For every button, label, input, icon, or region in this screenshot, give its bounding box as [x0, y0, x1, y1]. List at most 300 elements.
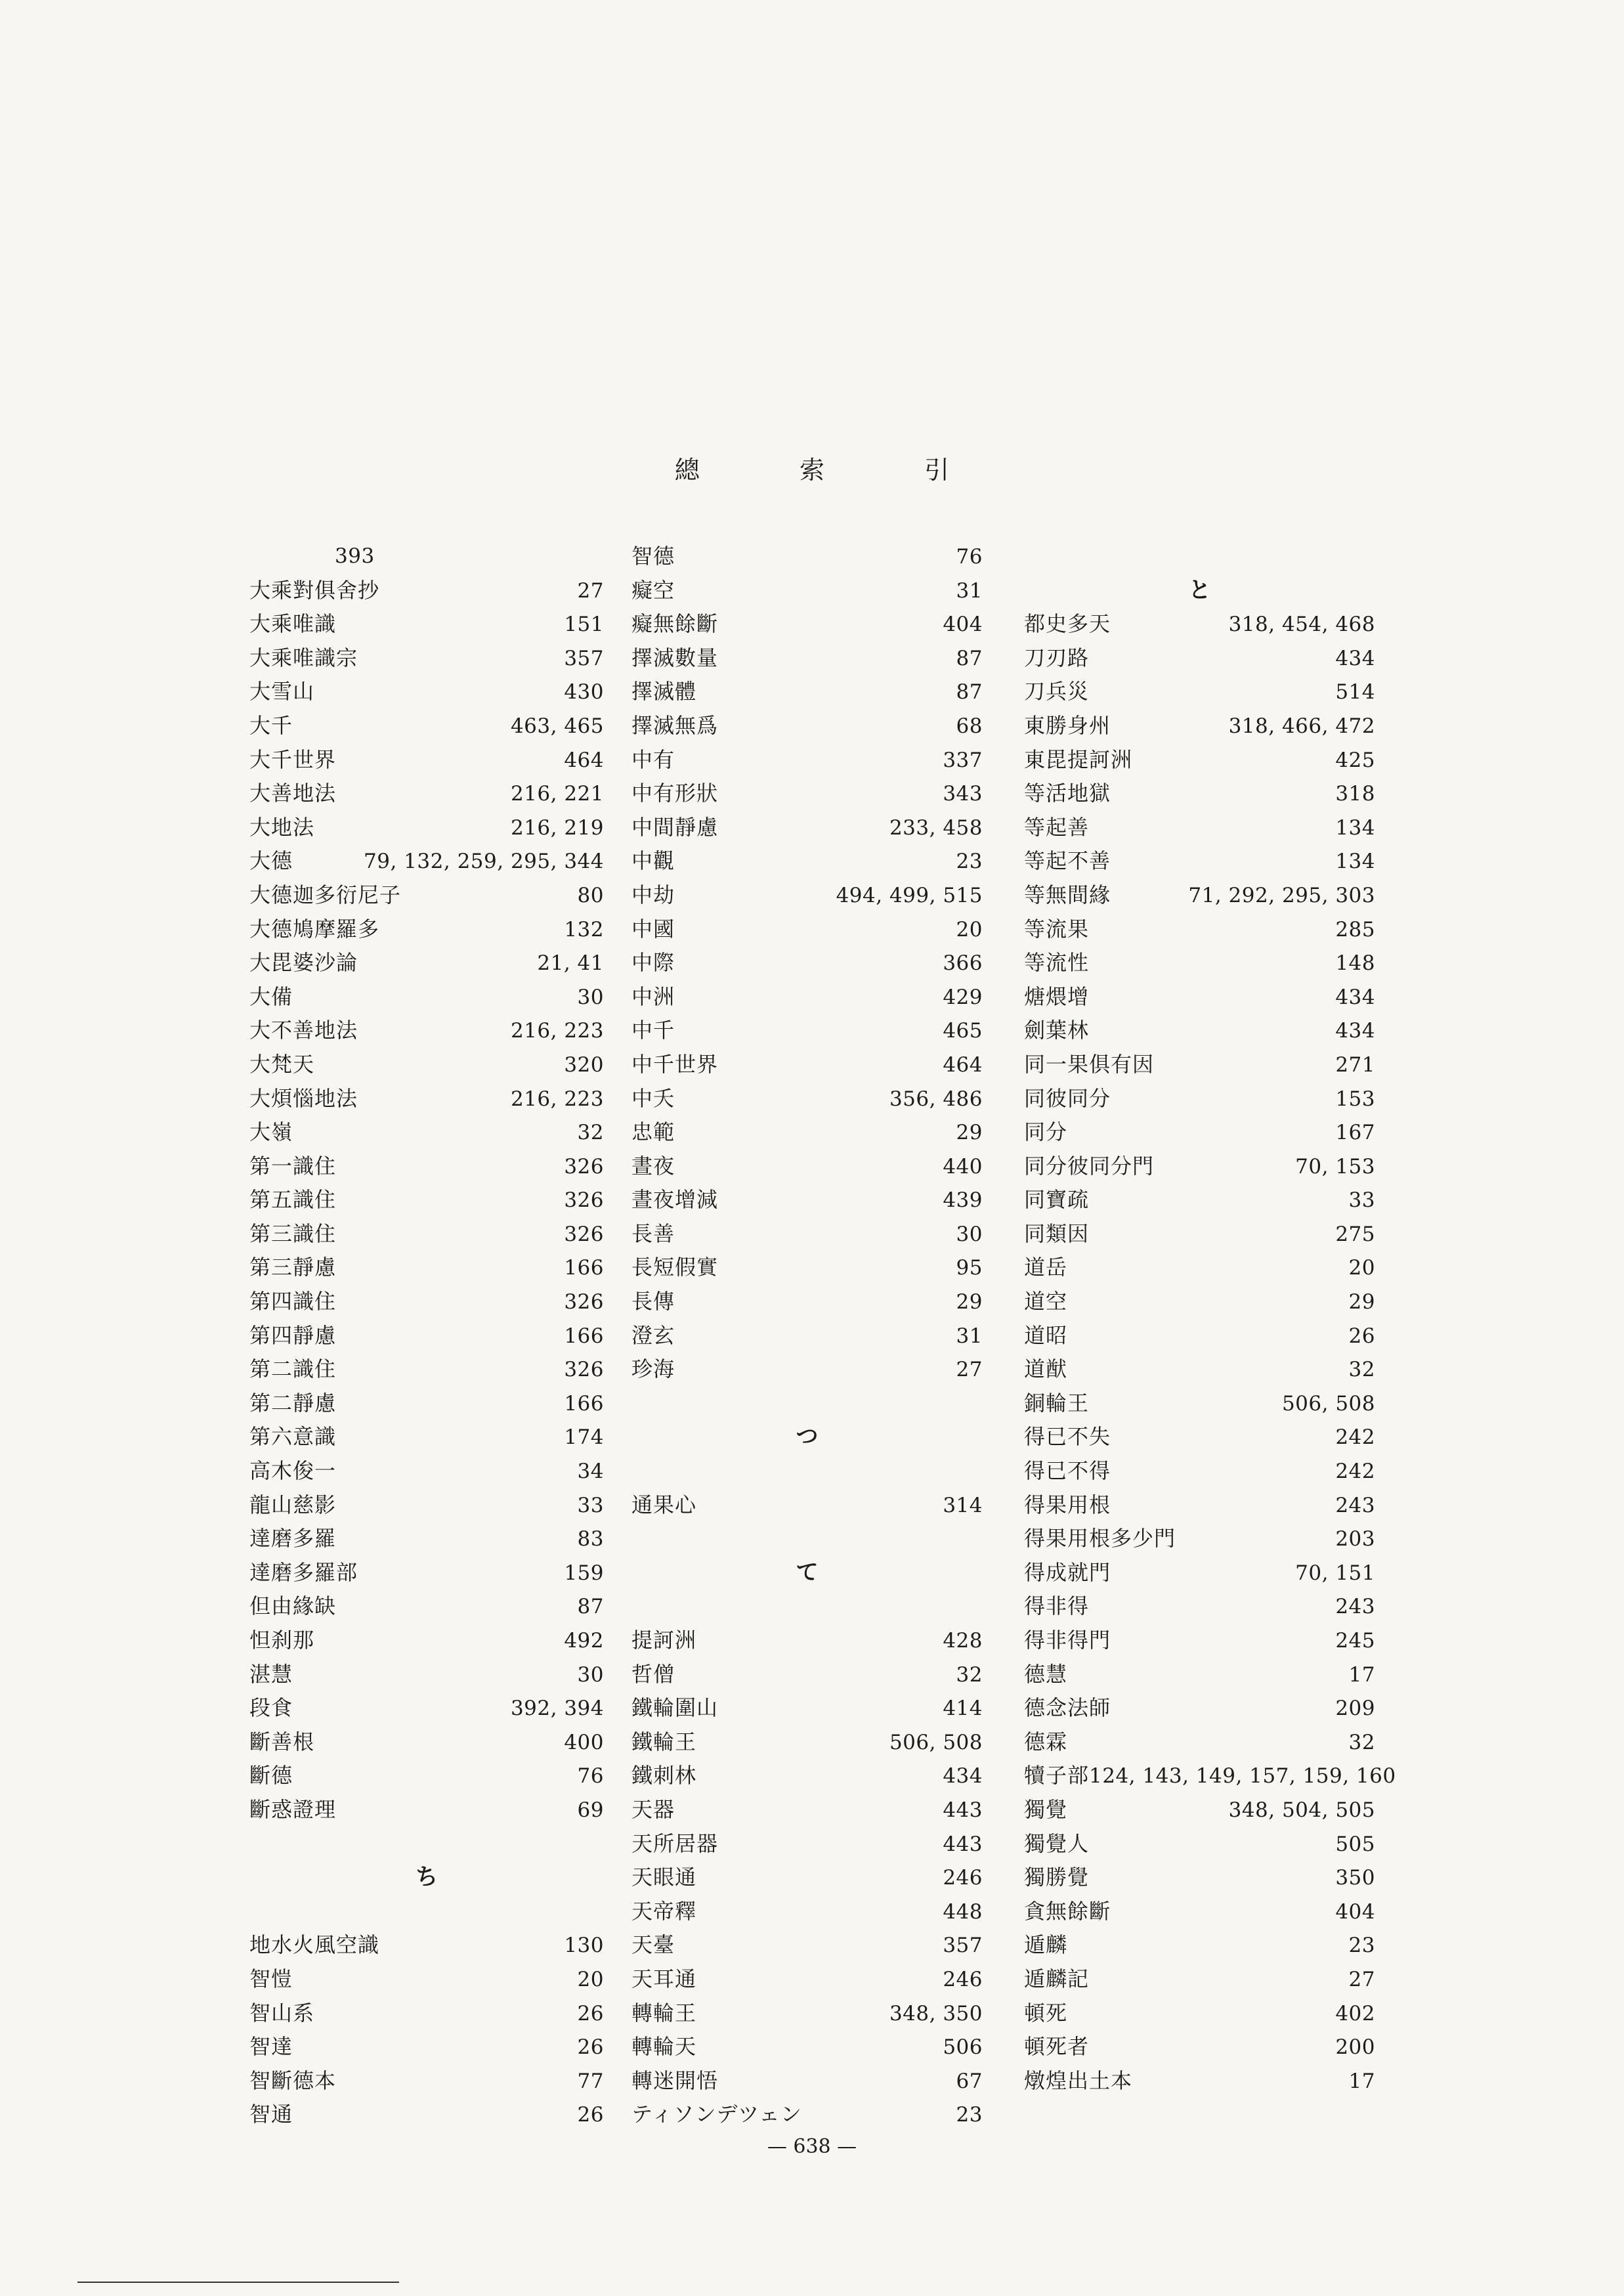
entry-pages: 153 — [1335, 1087, 1375, 1111]
index-entry — [1024, 1454, 1375, 1488]
entry-term: 大德 — [249, 848, 293, 874]
entry-term: 鐵輪圍山 — [631, 1695, 719, 1721]
entry-pages: 23 — [956, 2103, 983, 2127]
index-entry — [631, 1861, 983, 1895]
entry-pages: 200 — [1335, 2035, 1375, 2060]
entry-pages: 32 — [1348, 1358, 1375, 1382]
entry-pages: 26 — [577, 2035, 604, 2060]
entry-term: 第二靜慮 — [249, 1390, 337, 1416]
entry-term: 獨勝覺 — [1024, 1865, 1090, 1890]
entry-term: 轉迷開悟 — [631, 2068, 719, 2093]
entry-pages: 167 — [1335, 1121, 1375, 1145]
index-entry — [249, 878, 604, 913]
entry-pages: 23 — [956, 850, 983, 874]
entry-pages: 17 — [1348, 2069, 1375, 2093]
entry-term: 晝夜 — [631, 1153, 675, 1179]
entry-term: 等無間緣 — [1024, 882, 1111, 907]
index-entry — [249, 1997, 604, 2031]
entry-term: 提訶洲 — [631, 1628, 697, 1653]
index-entry — [1024, 607, 1375, 641]
entry-term: 等起不善 — [1024, 848, 1111, 874]
entry-pages: 130 — [564, 1934, 604, 1958]
entry-pages: 357 — [943, 1934, 983, 1958]
index-entry — [631, 1217, 983, 1251]
entry-term: 轉輪王 — [631, 2000, 697, 2025]
section-heading: つ — [796, 1423, 819, 1450]
entry-pages: 343 — [943, 782, 983, 806]
entry-pages: 134 — [1335, 815, 1375, 840]
index-entry — [249, 2064, 604, 2098]
index-entry — [1024, 844, 1375, 878]
index-entry — [1024, 777, 1375, 811]
entry-term: 天所居器 — [631, 1830, 719, 1856]
entry-pages: 87 — [956, 646, 983, 670]
entry-pages: 326 — [564, 1188, 604, 1213]
index-entry — [1024, 2030, 1375, 2064]
entry-term: 鐵刺林 — [631, 1763, 697, 1788]
entry-term: 達磨多羅部 — [249, 1559, 358, 1585]
index-entry — [1024, 980, 1375, 1014]
index-entry — [1024, 946, 1375, 980]
index-column-3 — [1024, 540, 1396, 2098]
index-entry — [1024, 1861, 1375, 1895]
index-entry — [1024, 1556, 1375, 1590]
entry-pages: 275 — [1335, 1222, 1375, 1246]
entry-term: 段食 — [249, 1695, 293, 1721]
index-entry — [631, 913, 983, 947]
index-entry — [1024, 1759, 1396, 1793]
entry-term: 長傳 — [631, 1289, 675, 1314]
entry-term: 大善地法 — [249, 781, 337, 806]
entry-term: 同分 — [1024, 1119, 1068, 1145]
entry-term: 但由緣缺 — [249, 1593, 337, 1619]
index-entry — [631, 1827, 983, 1861]
entry-term: 大德鳩摩羅多 — [249, 916, 380, 942]
entry-pages: 463, 465 — [510, 714, 604, 738]
index-entry — [249, 1150, 604, 1184]
index-entry — [631, 1353, 983, 1387]
entry-pages: 159 — [564, 1561, 604, 1585]
entry-term: 怛刹那 — [249, 1628, 315, 1653]
entry-pages: 434 — [1335, 985, 1375, 1009]
index-entry — [249, 1725, 604, 1760]
entry-term: 貪無餘斷 — [1024, 1898, 1111, 1924]
entry-term: 智愷 — [249, 1966, 293, 1991]
entry-pages: 166 — [564, 1391, 604, 1416]
index-entry — [631, 2064, 983, 2098]
entry-pages: 23 — [1348, 1934, 1375, 1958]
entry-pages: 17 — [1348, 1662, 1375, 1687]
spacer — [631, 1590, 983, 1624]
entry-term: 晝夜增減 — [631, 1187, 719, 1213]
entry-pages: 216, 221 — [510, 782, 604, 806]
index-entry — [631, 980, 983, 1014]
index-entry — [249, 1014, 604, 1048]
entry-pages: 505 — [1335, 1832, 1375, 1856]
entry-term: 中有 — [631, 747, 675, 772]
entry-term: 獨覺 — [1024, 1796, 1068, 1822]
index-entry — [631, 1658, 983, 1692]
entry-pages: 425 — [1335, 748, 1375, 772]
index-entry — [249, 1962, 604, 1997]
index-entry — [631, 1725, 983, 1760]
entry-term: 大乘唯識宗 — [249, 645, 358, 670]
entry-pages: 404 — [943, 613, 983, 637]
entry-pages: 448 — [943, 1899, 983, 1924]
entry-term: 遁麟記 — [1024, 1966, 1090, 1991]
entry-term: 高木俊一 — [249, 1458, 337, 1484]
entry-term: 達磨多羅 — [249, 1526, 337, 1551]
entry-pages: 233, 458 — [889, 815, 983, 840]
index-entry — [1024, 1691, 1375, 1725]
entry-pages: 29 — [956, 1290, 983, 1314]
entry-term: 斷惑證理 — [249, 1796, 337, 1822]
entry-term: 天眼通 — [631, 1865, 697, 1890]
entry-term: 道空 — [1024, 1289, 1068, 1314]
index-entry — [249, 1420, 604, 1454]
entry-pages: 429 — [943, 985, 983, 1009]
entry-pages: 366 — [943, 951, 983, 976]
spacer — [249, 1895, 604, 1929]
entry-term: 天器 — [631, 1796, 675, 1822]
entry-term: 遁麟 — [1024, 1932, 1068, 1958]
index-entry — [249, 946, 604, 980]
entry-pages: 26 — [1348, 1324, 1375, 1348]
entry-pages: 203 — [1335, 1527, 1375, 1551]
index-entry — [1024, 1725, 1375, 1760]
entry-term: 湛慧 — [249, 1661, 293, 1687]
entry-pages: 20 — [1348, 1256, 1375, 1280]
entry-pages: 70, 151 — [1295, 1561, 1375, 1585]
entry-pages: 69 — [577, 1798, 604, 1822]
entry-pages: 27 — [956, 1358, 983, 1382]
index-entry — [249, 1556, 604, 1590]
entry-term: 澄玄 — [631, 1322, 675, 1348]
entry-term: 等流果 — [1024, 916, 1090, 942]
entry-term: 銅輪王 — [1024, 1390, 1090, 1416]
entry-pages: 318, 454, 468 — [1228, 613, 1375, 637]
entry-term: 得果用根多少門 — [1024, 1526, 1176, 1551]
entry-pages: 320 — [564, 1052, 604, 1077]
index-entry — [249, 1793, 604, 1827]
entry-pages: 87 — [577, 1595, 604, 1619]
entry-term: 智斷德本 — [249, 2068, 337, 2093]
index-entry — [1024, 1895, 1375, 1929]
index-entry — [631, 811, 983, 845]
entry-pages: 402 — [1335, 2001, 1375, 2025]
index-entry — [1024, 1319, 1375, 1353]
entry-pages: 464 — [943, 1052, 983, 1077]
entry-pages: 326 — [564, 1358, 604, 1382]
entry-pages: 356, 486 — [889, 1087, 983, 1111]
bottom-rule — [77, 2282, 399, 2283]
entry-term: 中夭 — [631, 1085, 675, 1111]
index-entry — [631, 1183, 983, 1217]
index-entry — [1024, 1420, 1375, 1454]
entry-pages: 439 — [943, 1188, 983, 1213]
index-entry — [631, 675, 983, 709]
index-entry — [631, 1251, 983, 1285]
entry-term: 大千 — [249, 712, 293, 738]
entry-term: 轉輪天 — [631, 2034, 697, 2060]
entry-pages: 71, 292, 295, 303 — [1188, 883, 1375, 907]
entry-pages: 326 — [564, 1154, 604, 1179]
index-entry — [1024, 1251, 1375, 1285]
index-entry — [1024, 913, 1375, 947]
entry-term: 大嶺 — [249, 1119, 293, 1145]
index-entry — [1024, 675, 1375, 709]
index-entry — [249, 607, 604, 641]
entry-term: 得果用根 — [1024, 1492, 1111, 1517]
entry-pages: 27 — [1348, 1967, 1375, 1991]
index-entry — [631, 946, 983, 980]
entry-term: 同彼同分 — [1024, 1085, 1111, 1111]
entry-term: 得成就門 — [1024, 1559, 1111, 1585]
section-heading: て — [796, 1559, 819, 1586]
entry-term: 鐵輪王 — [631, 1729, 697, 1754]
entry-pages: 26 — [577, 2103, 604, 2127]
index-entry — [1024, 1590, 1375, 1624]
section-heading: と — [1188, 576, 1211, 603]
index-entry — [631, 1116, 983, 1150]
entry-pages: 465 — [943, 1019, 983, 1043]
index-entry — [631, 709, 983, 743]
entry-term: 第一識住 — [249, 1153, 337, 1179]
entry-pages: 314 — [943, 1493, 983, 1517]
entry-pages: 357 — [564, 646, 604, 670]
index-entry — [631, 2030, 983, 2064]
entry-term: 大乘對俱舍抄 — [249, 577, 380, 603]
index-entry — [631, 1048, 983, 1082]
entry-term: 第四識住 — [249, 1289, 337, 1314]
index-entry — [631, 1082, 983, 1116]
index-entry — [631, 1624, 983, 1658]
entry-term: 龍山慈影 — [249, 1492, 337, 1517]
entry-pages: 76 — [956, 545, 983, 569]
entry-term: 德霖 — [1024, 1729, 1068, 1754]
index-entry — [249, 1387, 604, 1421]
entry-pages: 174 — [564, 1425, 604, 1450]
index-entry — [249, 1759, 604, 1793]
index-entry — [249, 844, 604, 878]
entry-term: 癡空 — [631, 577, 675, 603]
entry-term: 德念法師 — [1024, 1695, 1111, 1721]
index-entry — [1024, 1116, 1375, 1150]
index-entry — [1024, 1624, 1375, 1658]
index-entry — [631, 607, 983, 641]
spacer — [631, 1454, 983, 1488]
entry-term: 等流性 — [1024, 950, 1090, 976]
entry-pages: 337 — [943, 748, 983, 772]
entry-term: 東勝身州 — [1024, 712, 1111, 738]
entry-term: 同類因 — [1024, 1221, 1090, 1246]
entry-term: 大德迦多衍尼子 — [249, 882, 402, 907]
entry-term: 長短假實 — [631, 1255, 719, 1280]
entry-pages: 32 — [577, 1121, 604, 1145]
index-entry — [631, 844, 983, 878]
entry-pages: 245 — [1335, 1629, 1375, 1653]
entry-term: 劍葉林 — [1024, 1018, 1090, 1043]
index-entry — [249, 540, 604, 574]
index-entry — [631, 1759, 983, 1793]
entry-pages: 77 — [577, 2069, 604, 2093]
entry-term: 中千 — [631, 1018, 675, 1043]
entry-pages: 443 — [943, 1832, 983, 1856]
index-entry — [249, 709, 604, 743]
entry-pages: 166 — [564, 1256, 604, 1280]
index-entry — [249, 1590, 604, 1624]
entry-pages: 31 — [956, 578, 983, 603]
entry-pages: 124, 143, 149, 157, 159, 160 — [1089, 1764, 1396, 1788]
entry-term: 大不善地法 — [249, 1018, 358, 1043]
index-entry — [631, 2098, 983, 2132]
entry-term: 大地法 — [249, 814, 315, 840]
entry-pages: 506 — [943, 2035, 983, 2060]
entry-term: 第四靜慮 — [249, 1322, 337, 1348]
entry-pages: 87 — [956, 680, 983, 704]
entry-term: 同寶疏 — [1024, 1187, 1090, 1213]
entry-term: 道昭 — [1024, 1322, 1068, 1348]
entry-term: 道猷 — [1024, 1356, 1068, 1382]
entry-term: 通果心 — [631, 1492, 697, 1517]
index-entry — [249, 743, 604, 777]
index-entry — [249, 1691, 604, 1725]
entry-pages: 32 — [956, 1662, 983, 1687]
index-entry — [249, 2098, 604, 2132]
index-entry — [631, 1285, 983, 1319]
index-entry — [249, 1928, 604, 1962]
entry-pages: 430 — [564, 680, 604, 704]
index-entry — [249, 675, 604, 709]
index-entry — [249, 1183, 604, 1217]
entry-pages: 83 — [577, 1527, 604, 1551]
index-entry — [1024, 709, 1375, 743]
index-entry — [249, 1454, 604, 1488]
entry-term: 燉煌出土本 — [1024, 2068, 1133, 2093]
index-entry — [631, 1895, 983, 1929]
index-entry — [1024, 1658, 1375, 1692]
index-entry — [631, 1014, 983, 1048]
index-entry — [631, 777, 983, 811]
entry-pages: 216, 219 — [510, 815, 604, 840]
entry-pages: 326 — [564, 1290, 604, 1314]
entry-pages: 31 — [956, 1324, 983, 1348]
index-entry — [1024, 1285, 1375, 1319]
entry-term: ティソンデツェン — [631, 2102, 802, 2127]
entry-term: 大煩惱地法 — [249, 1085, 358, 1111]
entry-pages: 348, 504, 505 — [1228, 1798, 1375, 1822]
entry-term: 道岳 — [1024, 1255, 1068, 1280]
page-title: 總 索 引 — [674, 456, 996, 485]
entry-pages: 440 — [943, 1154, 983, 1179]
entry-term: 擇滅體 — [631, 679, 697, 704]
entry-term: 哲僧 — [631, 1661, 675, 1687]
spacer — [631, 1522, 983, 1556]
index-entry — [249, 2030, 604, 2064]
entry-pages: 95 — [956, 1256, 983, 1280]
entry-term: 中千世界 — [631, 1051, 719, 1077]
index-entry — [249, 1251, 604, 1285]
entry-term: 斷德 — [249, 1763, 293, 1788]
entry-term: 擇滅數量 — [631, 645, 719, 670]
entry-term: 大毘婆沙論 — [249, 950, 358, 976]
entry-pages: 132 — [564, 917, 604, 942]
entry-pages: 29 — [1348, 1290, 1375, 1314]
index-entry — [249, 1658, 604, 1692]
entry-term: 都史多天 — [1024, 611, 1111, 637]
index-entry — [1024, 878, 1375, 913]
entry-term: 同一果俱有因 — [1024, 1051, 1155, 1077]
entry-term: 智通 — [249, 2102, 293, 2127]
entry-term: 大梵天 — [249, 1051, 315, 1077]
entry-pages: 76 — [577, 1764, 604, 1788]
entry-term: 癡無餘斷 — [631, 611, 719, 637]
entry-term: 德慧 — [1024, 1661, 1068, 1687]
index-entry — [1024, 1014, 1375, 1048]
entry-term: 頓死者 — [1024, 2034, 1090, 2060]
entry-pages: 506, 508 — [889, 1730, 983, 1754]
entry-term: 大乘唯識 — [249, 611, 337, 637]
entry-term: 天帝釋 — [631, 1898, 697, 1924]
index-entry — [631, 540, 983, 574]
index-entry — [249, 1319, 604, 1353]
index-entry — [1024, 1217, 1375, 1251]
entry-term: 忠範 — [631, 1119, 675, 1145]
entry-pages: 243 — [1335, 1493, 1375, 1517]
entry-term: 中洲 — [631, 984, 675, 1009]
entry-term: 煻煨增 — [1024, 984, 1090, 1009]
entry-term: 中劫 — [631, 882, 675, 907]
index-entry — [1024, 1827, 1375, 1861]
spacer — [631, 1387, 983, 1421]
index-entry — [631, 1793, 983, 1827]
index-entry — [249, 811, 604, 845]
entry-term: 等起善 — [1024, 814, 1090, 840]
entry-term: 第五識住 — [249, 1187, 337, 1213]
entry-pages: 242 — [1335, 1425, 1375, 1450]
index-entry — [249, 1353, 604, 1387]
entry-pages: 326 — [564, 1222, 604, 1246]
entry-term: 得非得門 — [1024, 1628, 1111, 1653]
entry-pages: 318 — [1335, 782, 1375, 806]
entry-pages: 20 — [577, 1967, 604, 1991]
entry-term: 中國 — [631, 916, 675, 942]
index-entry — [1024, 1928, 1375, 1962]
index-entry — [631, 1319, 983, 1353]
index-entry — [249, 1522, 604, 1556]
index-entry — [1024, 1082, 1375, 1116]
entry-pages: 134 — [1335, 850, 1375, 874]
index-entry — [249, 1285, 604, 1319]
entry-pages: 392, 394 — [510, 1697, 604, 1721]
entry-pages: 21, 41 — [537, 951, 604, 976]
page-number: — 638 — — [767, 2135, 857, 2158]
entry-pages: 242 — [1335, 1460, 1375, 1484]
entry-pages: 209 — [1335, 1697, 1375, 1721]
entry-pages: 20 — [956, 917, 983, 942]
index-entry — [249, 574, 604, 608]
entry-term: 第二識住 — [249, 1356, 337, 1382]
entry-term: 中間靜慮 — [631, 814, 719, 840]
entry-term: 第三靜慮 — [249, 1255, 337, 1280]
index-entry — [249, 1217, 604, 1251]
index-entry — [631, 574, 983, 608]
entry-pages: 29 — [956, 1121, 983, 1145]
entry-term: 第三識住 — [249, 1221, 337, 1246]
index-entry — [631, 1691, 983, 1725]
entry-pages: 414 — [943, 1697, 983, 1721]
index-entry — [631, 1150, 983, 1184]
